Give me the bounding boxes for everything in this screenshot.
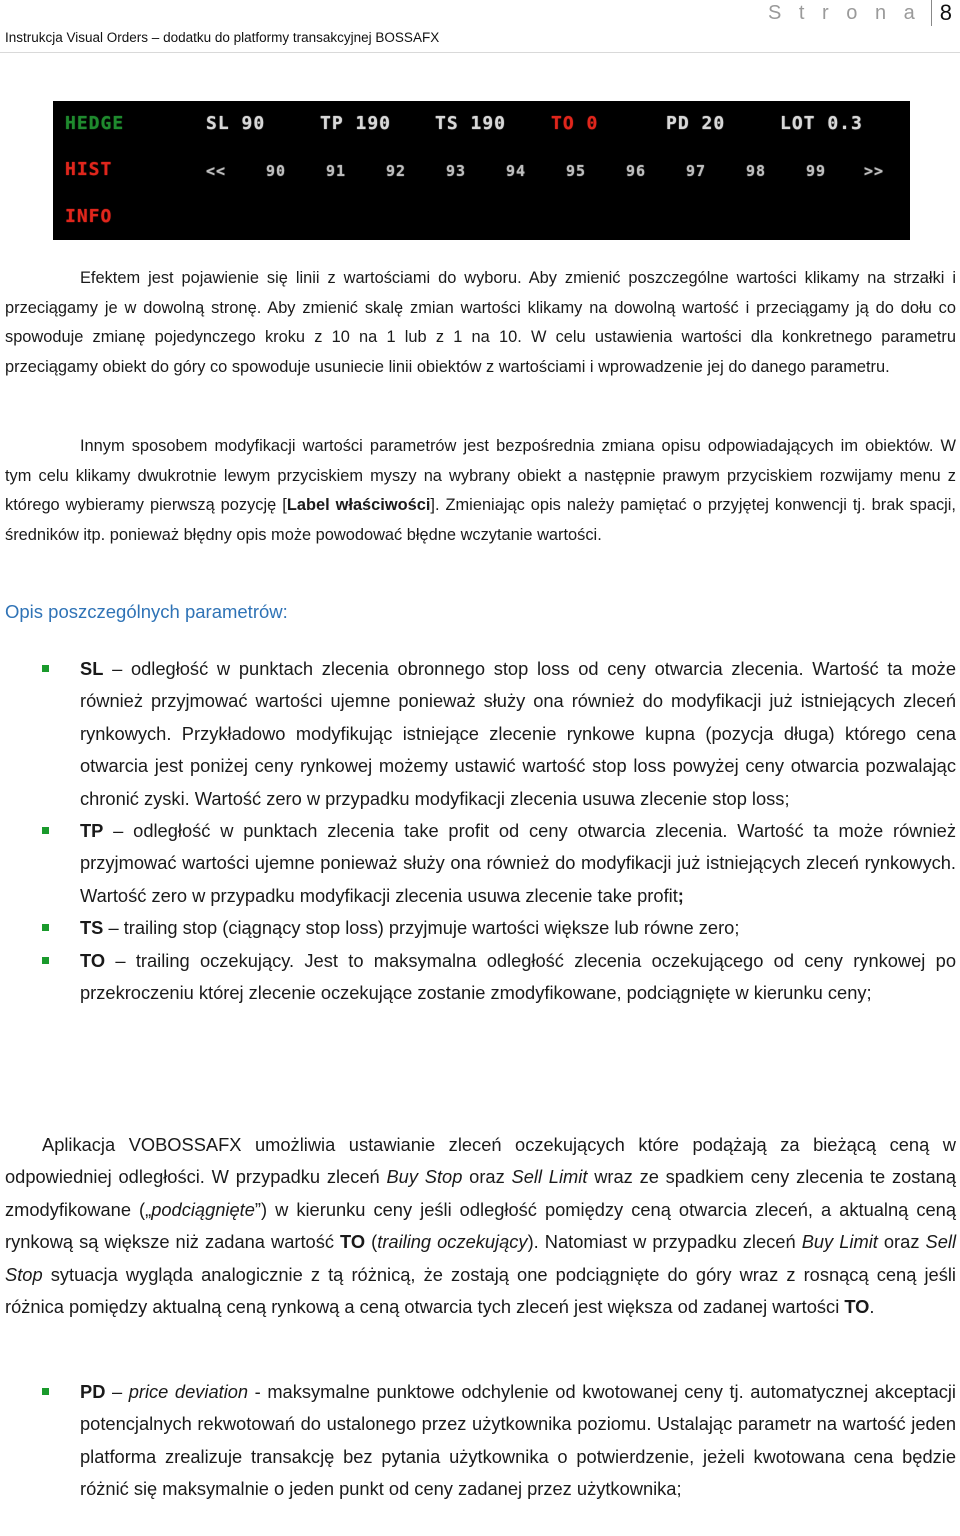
paragraph-text: wraz ze spadkiem ceny zlecenia te zostaną zmodyfikowane („ [5, 1166, 957, 1220]
value-option[interactable]: 92 [386, 162, 407, 180]
bold-term: Label właściwości [286, 496, 431, 514]
info-button[interactable]: INFO [65, 206, 113, 227]
value-option[interactable]: 97 [686, 162, 707, 180]
parameter-term: TS [80, 917, 104, 939]
paragraph-text: ]. Zmieniając opis należy pamiętać o przyjętej konwencji tj. brak spacji, średników itp. ponieważ błędny opis może powodować błędne wczytanie wartości. [5, 496, 956, 544]
trading-panel-image [53, 101, 910, 240]
italic-term: podciągnięte [151, 1198, 255, 1220]
value-option[interactable]: 93 [446, 162, 467, 180]
document-header-title: Instrukcja Visual Orders – dodatku do platformy transakcyjnej BOSSAFX [5, 30, 440, 45]
paragraph-pending-orders [5, 1129, 956, 1323]
scroll-left-arrow[interactable]: << [206, 162, 227, 180]
paragraph-text: sytuacja wygląda analogicznie z tą różnicą, że zostają one podciągnięte do góry wraz z rosnącą ceną jeśli różnica pomiędzy aktualną ceną rynkową a ceną otwarcia tych zleceń jest większa od zadanej wartości [5, 1263, 956, 1318]
list-item [0, 1376, 956, 1506]
bullet-square-icon [42, 665, 49, 672]
paragraph-text: . [869, 1296, 875, 1318]
parameters-list-pd [0, 1376, 956, 1506]
section-heading: Opis poszczególnych parametrów: [5, 601, 288, 622]
parameter-term: PD [80, 1381, 106, 1402]
paragraph-value-selection: Efektem jest pojawienie się linii z wartościami do wyboru. Aby zmienić poszczególne wartości klikamy na strzałki i przeciągamy je w dowolną stronę. Aby zmienić skalę zmian wartości klikamy na dowolną wartość i przeciągamy ją do dołu co spowoduje zmianę pojedynczego kroku z 10 na 1 lub z 1 na 10. W celu ustawienia wartości dla konkretnego parametru przeciągamy obiekt do góry co spowoduje usuniecie linii obiektów z wartościami i wprowadzenie jej do danego parametru. [5, 269, 956, 376]
scroll-right-arrow[interactable]: >> [864, 162, 885, 180]
value-option[interactable]: 99 [806, 162, 827, 180]
italic-term: Sell Limit [511, 1166, 588, 1188]
value-option[interactable]: 94 [506, 162, 527, 180]
list-item [0, 653, 956, 815]
paragraph-text: ). Natomiast w przypadku zleceń [527, 1231, 802, 1253]
panel-row-info [53, 206, 910, 230]
list-item [0, 815, 956, 912]
page-indicator [768, 0, 952, 26]
header-divider [0, 52, 960, 53]
paragraph-text: oraz [877, 1231, 926, 1253]
page-separator [931, 0, 932, 26]
page-number: 8 [939, 0, 952, 25]
paragraph-text: Innym sposobem modyfikacji wartości parametrów jest bezpośrednia zmiana opisu odpowiadających im obiektów. W tym celu klikamy dwukrotnie lewym przyciskiem myszy na wybrany obiekt a następnie prawym przyciskiem rozwijamy menu z którego wybieramy pierwszą pozycję [ [5, 437, 956, 514]
parameter-description: – odległość w punktach zlecenia take profit od ceny otwarcia zlecenia. Wartość ta może również przyjmować wartości ujemne ponieważ służy ona również do modyfikacji już istniejących zleceń rynkowych. Wartość zero w przypadku modyfikacji zlecenia usuwa zlecenie take profit [80, 820, 956, 906]
parameter-description: – trailing stop (ciągnący stop loss) przyjmuje wartości większe lub równe zero; [103, 917, 740, 939]
italic-term: Buy Limit [801, 1231, 878, 1253]
value-option[interactable]: 96 [626, 162, 647, 180]
parameter-description: – trailing oczekujący. Jest to maksymalna odległość zlecenia oczekującego od ceny rynkowej po przekroczeniu której zlecenie oczekujące zostanie zmodyfikowane, podciągnięte w kierunku ceny; [80, 949, 956, 1004]
italic-term: Buy Stop [386, 1166, 463, 1188]
parameters-list [0, 653, 956, 1009]
hist-button[interactable]: HIST [65, 159, 113, 180]
italic-term: price deviation [128, 1381, 249, 1402]
hedge-button[interactable]: HEDGE [65, 113, 125, 134]
panel-row-history [53, 159, 910, 183]
paragraph-text: oraz [462, 1166, 512, 1188]
panel-row-parameters [53, 113, 910, 137]
list-item [0, 945, 956, 1010]
bold-term: TO [844, 1296, 870, 1318]
parameter-description: - maksymalne punktowe odchylenie od kwotowanej ceny tj. automatycznej akceptacji potencjalnych rekwotowań do ustalonego przez użytkownika poziomu. Ustalając parametr na wartość jeden platforma zrealizuje transakcję bez pytania użytkownika o potwierdzenie, jeżeli kwotowana cena będzie różnić się maksymalnie o jeden punkt od ceny zadanej przez użytkownika; [80, 1381, 956, 1500]
paragraph-text: Aplikacja VOBOSSAFX umożliwia ustawianie zleceń oczekujących które podążają za bieżącą ceną w odpowiedniej odległości. W przypadku zleceń [5, 1134, 956, 1188]
value-option[interactable]: 98 [746, 162, 767, 180]
tp-parameter[interactable]: TP 190 [320, 113, 392, 134]
paragraph-text: ( [365, 1231, 378, 1253]
ts-parameter[interactable]: TS 190 [435, 113, 507, 134]
to-parameter[interactable]: TO 0 [551, 113, 599, 134]
parameter-description: – odległość w punktach zlecenia obronnego stop loss od ceny otwarcia zlecenia. Wartość ta może również przyjmować wartości ujemne ponieważ służy ona również do modyfikacji już istniejących zleceń rynkowych. Przykładowo modyfikując istniejące zlecenie rynkowe kupna (pozycja długa) którego cena otwarcia jest poniżej ceny rynkowej możemy ustawić wartość stop loss powyżej ceny otwarcia pozwalając chronić zyski. Wartość zero w przypadku modyfikacji zlecenia usuwa zlecenie stop loss; [80, 658, 956, 809]
parameter-tail: ; [677, 884, 684, 906]
sl-parameter[interactable]: SL 90 [206, 113, 266, 134]
italic-term: trailing oczekujący [377, 1231, 528, 1253]
paragraph-text: ”) w kierunku ceny jeśli odległość pomiędzy ceną otwarcia zleceń, a aktualną ceną rynkową są większe niż zadana wartość [5, 1198, 956, 1253]
parameter-term: SL [80, 658, 104, 679]
value-option[interactable]: 90 [266, 162, 287, 180]
bullet-square-icon [42, 827, 49, 834]
bullet-square-icon [42, 924, 49, 931]
value-option[interactable]: 95 [566, 162, 587, 180]
parameter-term: TP [80, 820, 104, 842]
page-label: S t r o n a [768, 1, 921, 24]
bullet-square-icon [42, 1388, 49, 1395]
parameter-term: TO [80, 949, 106, 971]
lot-parameter[interactable]: LOT 0.3 [780, 113, 863, 134]
paragraph-label-properties [5, 432, 956, 550]
bold-term: TO [340, 1231, 366, 1253]
bullet-square-icon [42, 957, 49, 964]
parameter-separator: – [105, 1381, 129, 1402]
italic-term: Sell Stop [5, 1231, 956, 1285]
list-item [0, 912, 956, 944]
value-option[interactable]: 91 [326, 162, 347, 180]
pd-parameter[interactable]: PD 20 [666, 113, 726, 134]
